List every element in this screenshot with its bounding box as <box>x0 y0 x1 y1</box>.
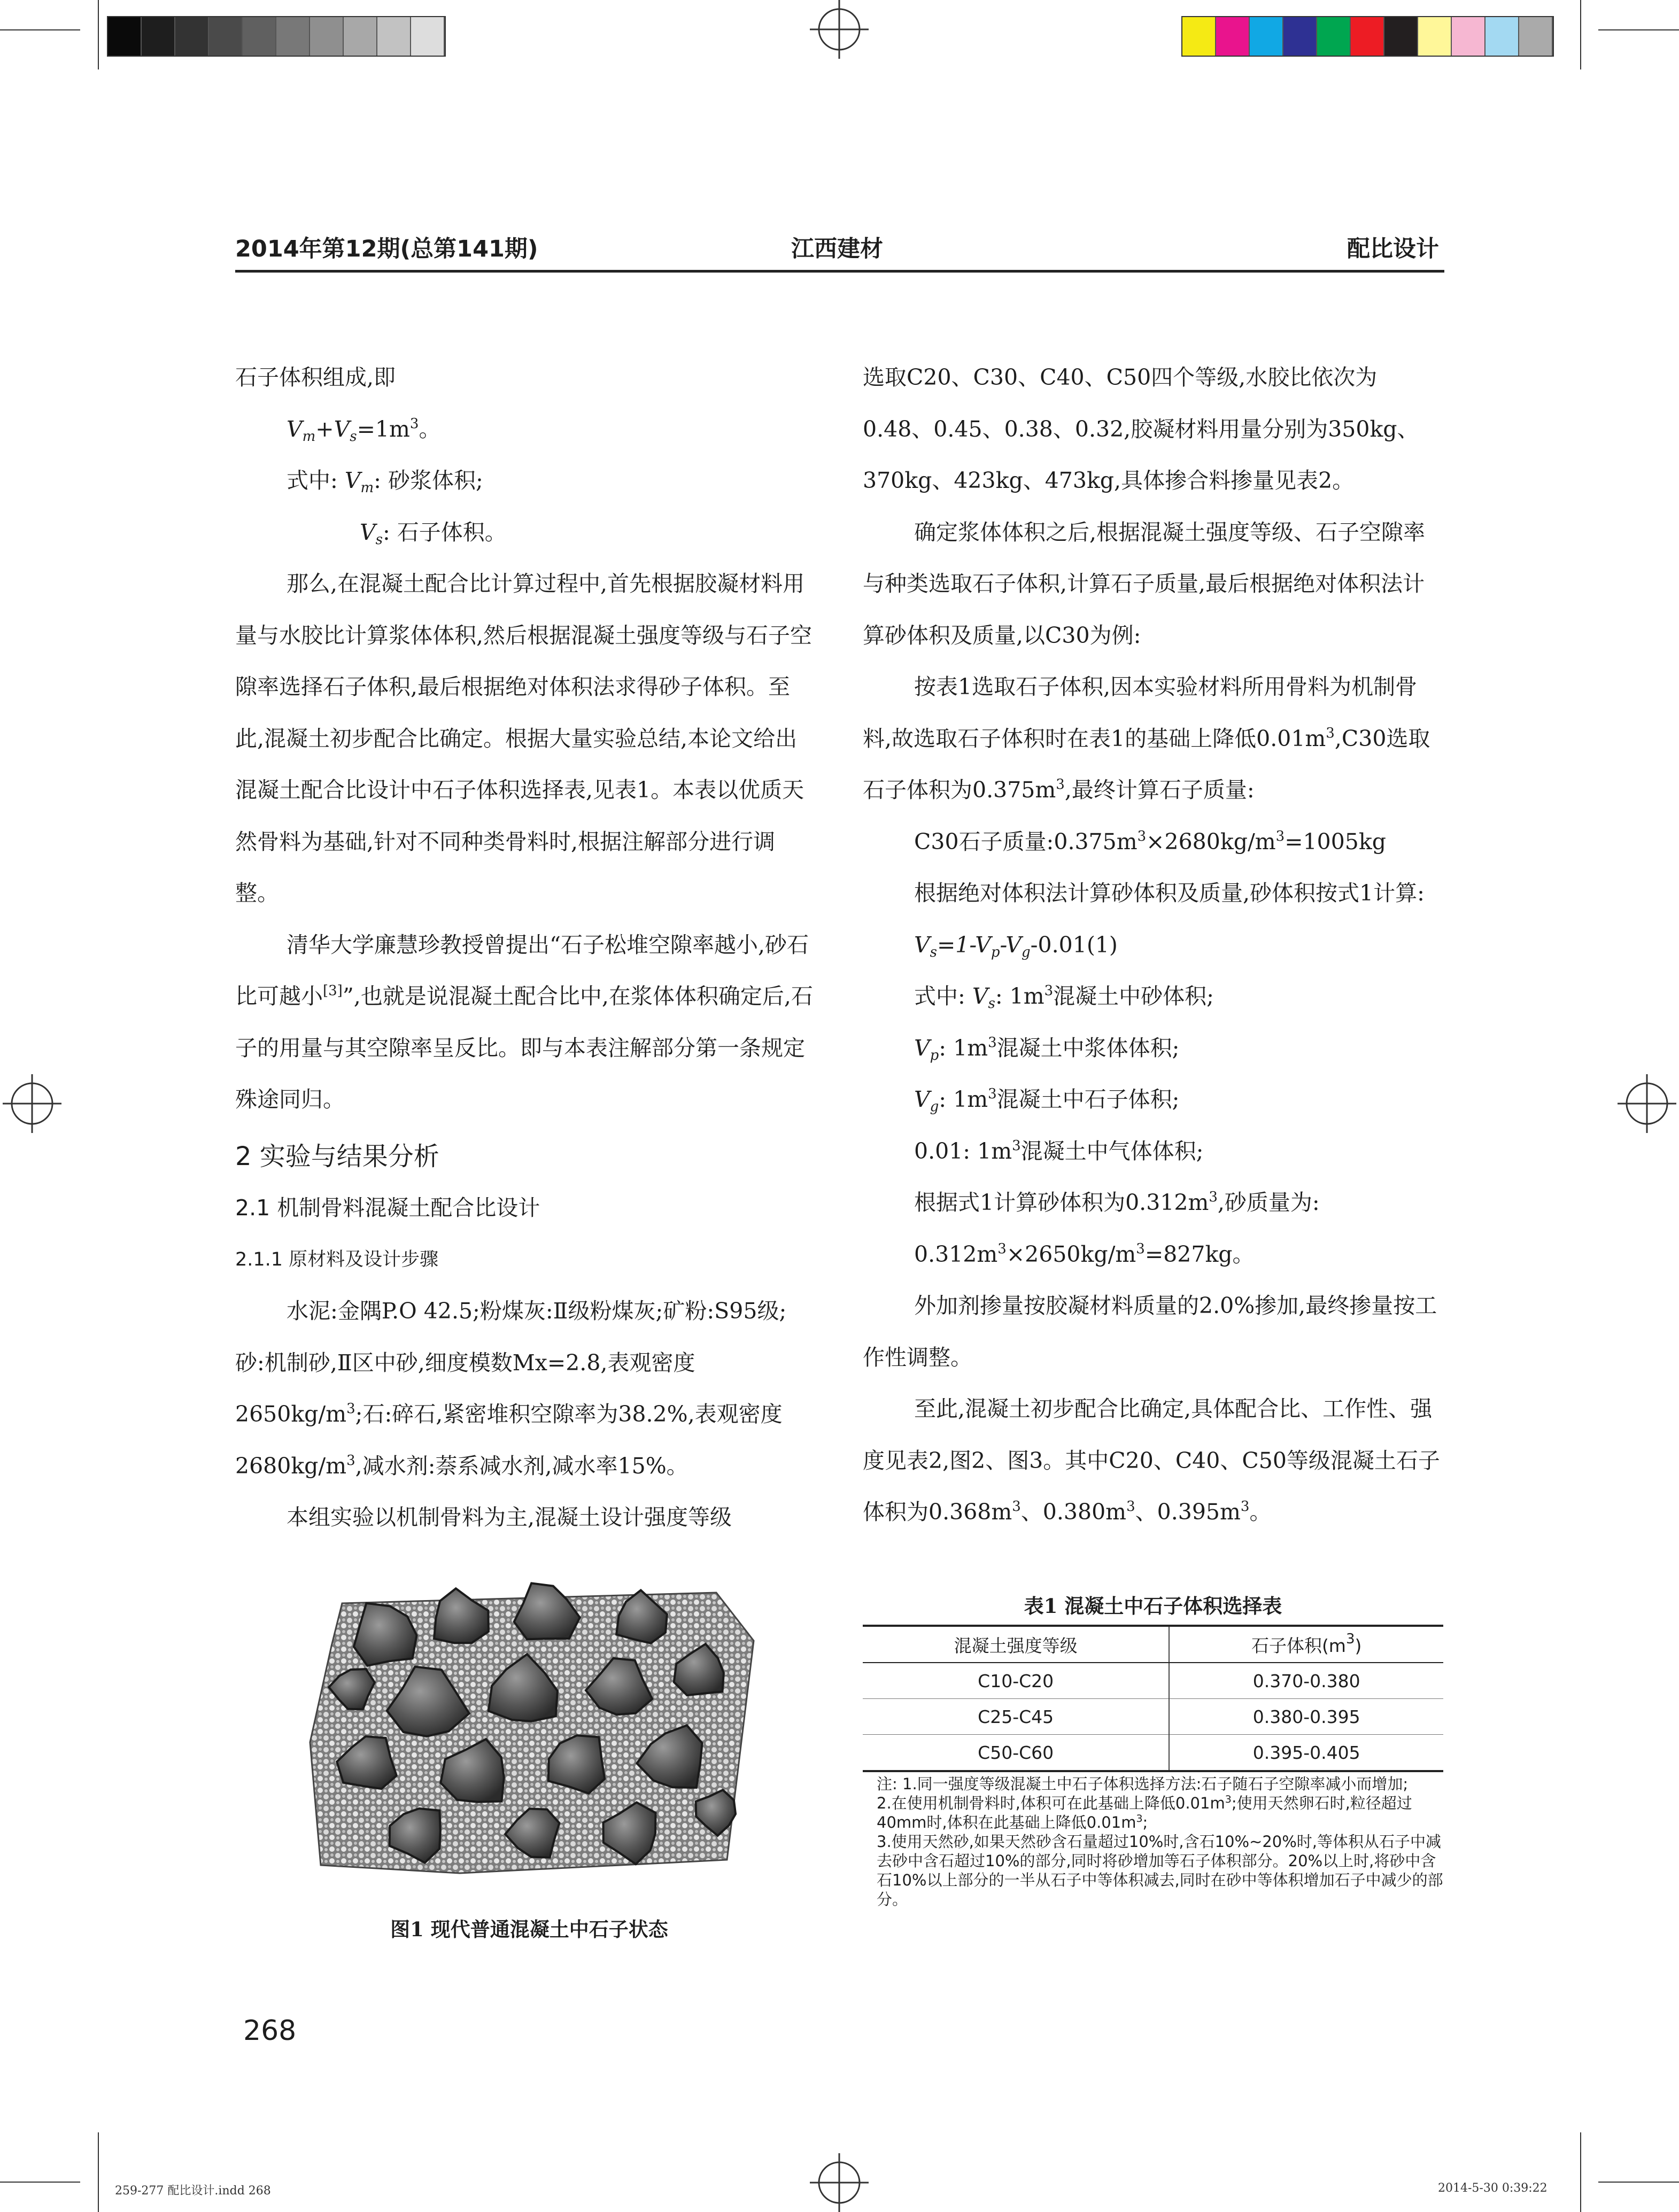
definition: 式中: $V_s$: $1m^3$混凝土中砂体积; <box>914 983 1214 1012</box>
table-row <box>863 1699 1443 1735</box>
color-swatch <box>276 17 310 56</box>
color-swatch <box>1485 17 1519 56</box>
table-note: 注: 1.同一强度等级混凝土中石子体积选择方法:石子随石子空隙率减小而增加; <box>877 1775 1409 1793</box>
paragraph: 选取C20、C30、C40、C50四个等级,水胶比依次为0.48、0.45、0.38、0.32,胶凝材料用量分别为350kg、370kg、423kg、473kg,具体掺合料掺量见表2。 <box>863 364 1419 493</box>
crop-mark <box>1580 0 1581 69</box>
table-cell: 0.395-0.405 <box>1169 1735 1443 1772</box>
crop-mark <box>1598 2182 1679 2183</box>
calculation: C30石子质量$:0.375m^3\times 2680kg/m^3=1005kg$ <box>914 828 1386 855</box>
definition: 式中: $V_m$: 砂浆体积; <box>287 468 483 496</box>
paragraph: 石子体积组成,即 <box>235 364 396 390</box>
table-cell: C25-C45 <box>863 1699 1169 1735</box>
color-swatch <box>1351 17 1384 56</box>
registration-mark-icon <box>810 2153 869 2212</box>
table-header-volume: 石子体积$(m^3)$ <box>1169 1626 1443 1663</box>
subsection-heading: 2.1 机制骨料混凝土配合比设计 <box>235 1195 540 1221</box>
crop-mark <box>0 29 80 30</box>
header-journal: 江西建材 <box>791 236 883 262</box>
definition: 0.01: $1m^3$混凝土中气体体积; <box>914 1137 1204 1164</box>
equation: $V_s=1-V_p-V_g-0.01(1)$ <box>914 932 1118 960</box>
page-number: 268 <box>243 2015 297 2047</box>
paragraph: 水泥:金隅P.O 42.5;粉煤灰:Ⅱ级粉煤灰;矿粉:S95级;砂:机制砂,Ⅱ区中砂,细度模数Mx=2.8,表观密度$2650kg/m^3$;石:碎石,紧密堆积空隙率为38.2%,表观密度$2680kg/m^3$,减水剂:萘系减水剂,减水率15%。 <box>235 1298 787 1479</box>
left-column <box>235 352 815 1543</box>
table-note: 2.在使用机制骨料时,体积可在此基础上降低$0.01m^3$;使用天然卵石时,粒径超过40mm时,体积在此基础上降低$0.01m^3$; <box>877 1794 1412 1831</box>
paragraph: 外加剂掺量按胶凝材料质量的2.0%掺加,最终掺量按工作性调整。 <box>863 1293 1437 1370</box>
color-swatch <box>1182 17 1216 56</box>
definition: $V_p$: $1m^3$混凝土中浆体体积; <box>914 1034 1180 1064</box>
color-swatch <box>142 17 175 56</box>
paragraph: 确定浆体体积之后,根据混凝土强度等级、石子空隙率与种类选取石子体积,计算石子质量,最后根据绝对体积法计算砂体积及质量,以C30为例: <box>863 519 1426 648</box>
color-swatch <box>175 17 209 56</box>
process-color-bar <box>1181 16 1554 57</box>
color-swatch <box>1317 17 1351 56</box>
color-swatch <box>1418 17 1452 56</box>
definition: $V_s$: 石子体积。 <box>360 519 507 548</box>
table-row <box>863 1735 1443 1772</box>
subsubsection-heading: 2.1.1 原材料及设计步骤 <box>235 1248 439 1270</box>
crop-mark <box>98 2132 99 2212</box>
table-note: 3.使用天然砂,如果天然砂含石量超过10%时,含石10%~20%时,等体积从石子中减去砂中含石超过10%的部分,同时将砂增加等石子体积部分。20%以上时,将砂中含石10%以上部分的一半从石子中等体积减去,同时在砂中等体积增加石子中减少的部分。 <box>877 1833 1443 1908</box>
header-rule <box>235 270 1444 273</box>
gray-color-bar <box>107 16 446 57</box>
registration-mark-icon <box>810 0 869 59</box>
color-swatch <box>1216 17 1250 56</box>
table-header-grade: 混凝土强度等级 <box>863 1626 1169 1663</box>
paragraph: 至此,混凝土初步配合比确定,具体配合比、工作性、强度见表2,图2、图3。其中C20、C40、C50等级混凝土石子体积为$0.368m^3$、$0.380m^3$、$0.395m^3$。 <box>863 1396 1440 1525</box>
table-cell: C50-C60 <box>863 1735 1169 1772</box>
table-cell: 0.380-0.395 <box>1169 1699 1443 1735</box>
date-slug: 2014-5-30 0:39:22 <box>1438 2182 1548 2195</box>
color-swatch <box>209 17 243 56</box>
color-swatch <box>1250 17 1283 56</box>
color-swatch <box>310 17 344 56</box>
color-swatch <box>344 17 377 56</box>
color-swatch <box>243 17 276 56</box>
table-caption: 表1 混凝土中石子体积选择表 <box>1024 1594 1282 1618</box>
table-notes <box>877 1774 1443 1909</box>
definition: $V_g$: $1m^3$混凝土中石子体积; <box>914 1086 1180 1115</box>
stone <box>434 1588 489 1643</box>
color-swatch <box>1519 17 1553 56</box>
concrete-aggregate-figure <box>299 1582 759 1881</box>
paragraph: 那么,在混凝土配合比计算过程中,首先根据胶凝材料用量与水胶比计算浆体体积,然后根据混凝土强度等级与石子空隙率选择石子体积,最后根据绝对体积法求得砂子体积。至此,混凝土初步配合比确定。根据大量实验总结,本论文给出混凝土配合比设计中石子体积选择表,见表1。本表以优质天然骨料为基础,针对不同种类骨料时,根据注解部分进行调整。 <box>235 571 813 906</box>
table-cell: C10-C20 <box>863 1663 1169 1699</box>
paragraph: 根据式1计算砂体积为$0.312m^3$,砂质量为: <box>914 1189 1320 1215</box>
file-slug: 259-277 配比设计.indd 268 <box>115 2184 271 2198</box>
right-column <box>863 352 1443 1538</box>
paragraph: 根据绝对体积法计算砂体积及质量,砂体积按式1计算: <box>914 880 1425 906</box>
table-row <box>863 1663 1443 1699</box>
equation: $V_m+V_s=1m^3$。 <box>287 415 441 445</box>
crop-mark <box>0 2182 80 2183</box>
crop-mark <box>1580 2132 1581 2212</box>
color-swatch <box>1384 17 1418 56</box>
figure-caption: 图1 现代普通混凝土中石子状态 <box>390 1918 668 1941</box>
table-cell: 0.370-0.380 <box>1169 1663 1443 1699</box>
color-swatch <box>1452 17 1485 56</box>
stone <box>514 1583 580 1639</box>
calculation: $0.312m^3\times 2650kg/m^3=827kg$。 <box>914 1240 1255 1267</box>
registration-mark-icon <box>1618 1074 1676 1133</box>
header-issue: 2014年第12期(总第141期) <box>235 236 538 262</box>
crop-mark <box>98 0 99 69</box>
paragraph: 清华大学廉慧珍教授曾提出“石子松堆空隙率越小,砂石比可越小[3]”,也就是说混凝土配合比中,在浆体体积确定后,石子的用量与其空隙率呈反比。即与本表注解部分第一条规定殊途同归。 <box>235 932 813 1112</box>
color-swatch <box>411 17 445 56</box>
color-swatch <box>1283 17 1317 56</box>
paragraph: 按表1选取石子体积,因本实验材料所用骨料为机制骨料,故选取石子体积时在表1的基础上降低$0.01m^3,C30$选取石子体积为$0.375m^3$,最终计算石子质量: <box>863 674 1430 803</box>
aggregate-volume-table <box>863 1625 1443 1772</box>
crop-mark <box>1598 29 1679 30</box>
registration-mark-icon <box>3 1074 61 1133</box>
paragraph: 本组实验以机制骨料为主,混凝土设计强度等级 <box>287 1504 732 1530</box>
section-heading: 2 实验与结果分析 <box>235 1141 439 1171</box>
color-swatch <box>377 17 411 56</box>
color-swatch <box>108 17 142 56</box>
table-header-row <box>863 1626 1443 1663</box>
header-section: 配比设计 <box>1347 236 1439 262</box>
